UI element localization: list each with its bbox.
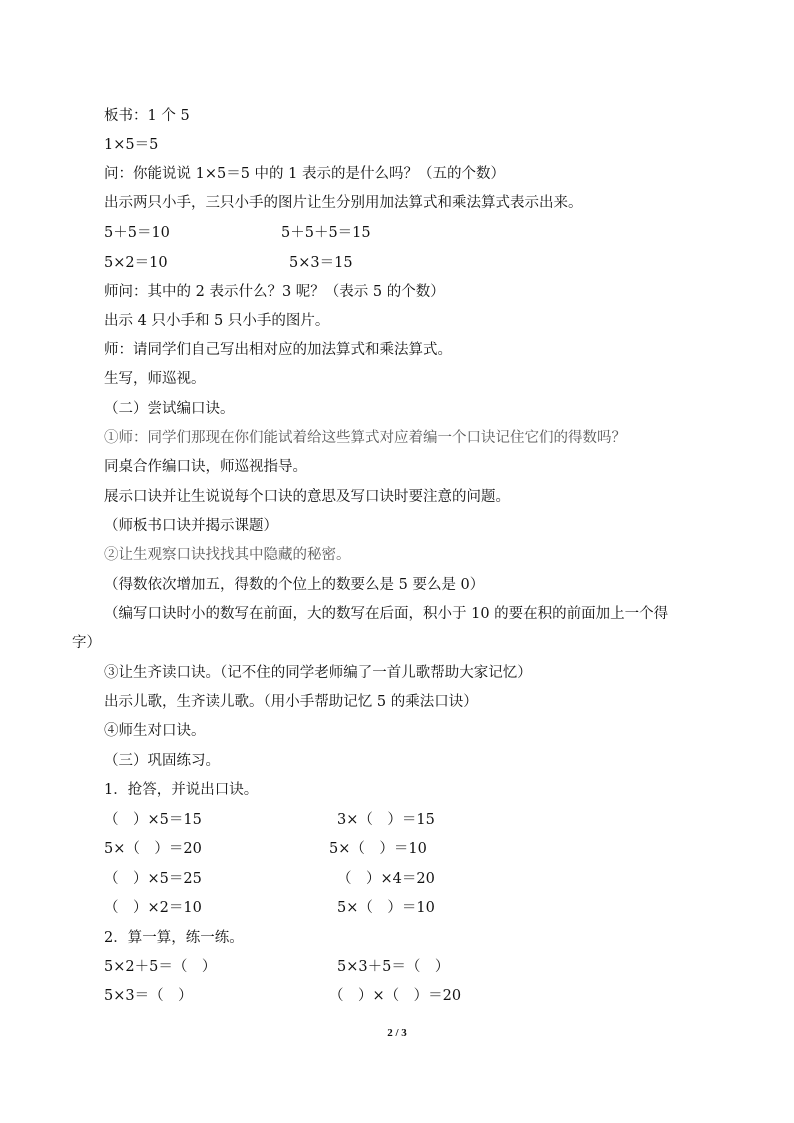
text-line: 1．抢答，并说出口诀。 <box>104 782 259 798</box>
text-line: 问：你能说说 1×5＝5 中的 1 表示的是什么吗？（五的个数） <box>104 166 505 182</box>
exercise-item: 5×（ ）＝20 <box>104 841 202 857</box>
text-line: ②让生观察口诀找找其中隐藏的秘密。 <box>104 547 351 563</box>
text-line: （得数依次增加五，得数的个位上的数要么是 5 要么是 0） <box>104 577 485 593</box>
text-line: 展示口诀并让生说说每个口诀的意思及写口诀时要注意的问题。 <box>104 489 510 505</box>
exercise-item: （ ）×5＝25 <box>104 871 202 887</box>
exercise-item: （ ）×（ ）＝20 <box>329 988 462 1004</box>
text-line: 同桌合作编口诀，师巡视指导。 <box>104 459 307 475</box>
text-line: 5＋5＝10 <box>104 225 170 241</box>
text-line: 师：请同学们自己写出相对应的加法算式和乘法算式。 <box>104 342 452 358</box>
text-line: 师问：其中的 2 表示什么？3 呢？（表示 5 的个数） <box>104 284 445 300</box>
text-line: 5×2＝10 <box>104 255 168 271</box>
exercise-item: 5×（ ）＝10 <box>329 841 427 857</box>
text-line: 出示两只小手，三只小手的图片让生分别用加法算式和乘法算式表示出来。 <box>104 195 583 211</box>
text-line: 出示儿歌，生齐读儿歌。（用小手帮助记忆 5 的乘法口诀） <box>104 694 478 710</box>
text-line: 5＋5＋5＝15 <box>281 225 371 241</box>
text-line: 板书：1 个 5 <box>104 108 190 124</box>
text-line: ④师生对口诀。 <box>104 723 206 739</box>
exercise-item: （ ）×5＝15 <box>104 812 202 828</box>
exercise-item: （ ）×4＝20 <box>337 871 435 887</box>
section-heading: （三）巩固练习。 <box>104 753 220 769</box>
page-number: 2 / 3 <box>387 1027 407 1039</box>
text-line: 字） <box>72 635 101 651</box>
text-line: 2．算一算，练一练。 <box>104 930 244 946</box>
text-line: 生写，师巡视。 <box>104 371 206 387</box>
text-line: 5×3＝15 <box>289 255 353 271</box>
exercise-item: 5×3＝（ ） <box>104 988 193 1004</box>
text-line: （师板书口诀并揭示课题） <box>104 518 278 534</box>
text-line: （编写口诀时小的数写在前面，大的数写在后面，积小于 10 的要在积的前面加上一个得 <box>104 606 669 622</box>
text-line: ③让生齐读口诀。（记不住的同学老师编了一首儿歌帮助大家记忆） <box>104 665 532 681</box>
exercise-item: 5×3＋5＝（ ） <box>337 959 450 975</box>
text-line: ①师：同学们那现在你们能试着给这些算式对应着编一个口诀记住它们的得数吗？ <box>104 430 626 446</box>
exercise-item: 3×（ ）＝15 <box>337 812 435 828</box>
exercise-item: （ ）×2＝10 <box>104 900 202 916</box>
text-line: 出示 4 只小手和 5 只小手的图片。 <box>104 313 330 329</box>
exercise-item: 5×2＋5＝（ ） <box>104 959 217 975</box>
exercise-item: 5×（ ）＝10 <box>337 900 435 916</box>
section-heading: （二）尝试编口诀。 <box>104 401 235 417</box>
text-line: 1×5＝5 <box>104 137 159 153</box>
